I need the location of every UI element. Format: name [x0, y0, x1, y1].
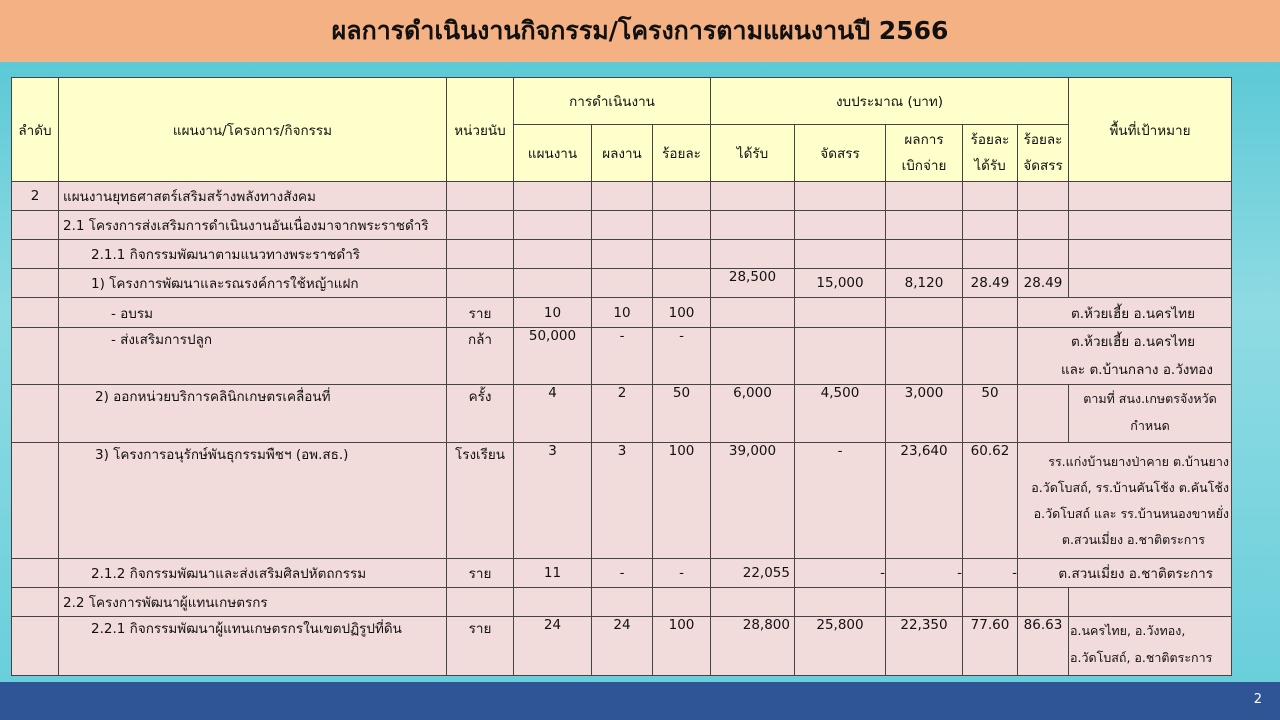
cell-unit: โรงเรียน	[447, 443, 514, 559]
header-area: พื้นที่เป้าหมาย	[1069, 78, 1232, 182]
cell-unit: ราย	[447, 298, 514, 328]
results-table	[11, 77, 1232, 676]
header-budget-disbursed: ผลการ เบิกจ่าย	[886, 125, 963, 182]
table-row	[12, 617, 1232, 676]
cell-allocated: 15,000	[795, 269, 886, 298]
cell-allocated: 4,500	[795, 385, 886, 443]
table-row	[12, 588, 1232, 617]
cell-pct-received: 77.60	[963, 617, 1018, 676]
header-seq: ลำดับ	[12, 78, 59, 182]
cell-received: 28,500	[711, 269, 795, 298]
table-row	[12, 443, 1232, 559]
cell-target: 3	[514, 443, 592, 559]
cell-unit: ครั้ง	[447, 385, 514, 443]
table-row	[12, 328, 1232, 385]
page-number: 2	[1253, 692, 1262, 707]
cell-unit: ราย	[447, 559, 514, 588]
cell-name: 2) ออกหน่วยบริการคลินิกเกษตรเคลื่อนที่	[59, 385, 447, 443]
cell-percent: 100	[653, 443, 711, 559]
cell-unit: กล้า	[447, 328, 514, 385]
slide-title-bar	[0, 0, 1280, 62]
cell-percent: -	[653, 328, 711, 385]
cell-name: 2.1.2 กิจกรรมพัฒนาและส่งเสริมศิลปหัตถกรรม	[59, 559, 447, 588]
header-pct-allocated: ร้อยละ จัดสรร	[1018, 125, 1069, 182]
cell-name: 2.2.1 กิจกรรมพัฒนาผู้แทนเกษตรกรในเขตปฏิรูปที่ดิน	[59, 617, 447, 676]
table-row	[12, 385, 1232, 443]
cell-unit: ราย	[447, 617, 514, 676]
cell-target: 10	[514, 298, 592, 328]
header-op-percent: ร้อยละ	[653, 125, 711, 182]
cell-result: -	[592, 559, 653, 588]
cell-name: - ส่งเสริมการปลูก	[59, 328, 447, 385]
header-op-result: ผลงาน	[592, 125, 653, 182]
table-row	[12, 240, 1232, 269]
cell-result: 24	[592, 617, 653, 676]
cell-area: ต.สวนเมี่ยง อ.ชาติตระการ	[1018, 559, 1232, 588]
cell-area: อ.นครไทย, อ.วังทอง, อ.วัดโบสถ์, อ.ชาติตระการ	[1069, 617, 1232, 676]
cell-area: ตามที่ สนง.เกษตรจังหวัด กำหนด	[1069, 385, 1232, 443]
slide-title: ผลการดำเนินงานกิจกรรม/โครงการตามแผนงานปี 2566	[331, 16, 949, 45]
header-pct-received: ร้อยละ ได้รับ	[963, 125, 1018, 182]
cell-percent: 50	[653, 385, 711, 443]
header-unit: หน่วยนับ	[447, 78, 514, 182]
cell-pct-received: -	[963, 559, 1018, 588]
cell-target: 50,000	[514, 328, 592, 385]
cell-allocated: -	[795, 559, 886, 588]
cell-percent: -	[653, 559, 711, 588]
cell-received: 28,800	[711, 617, 795, 676]
cell-name: 2.2 โครงการพัฒนาผู้แทนเกษตรกร	[59, 588, 447, 617]
cell-pct-received: 60.62	[963, 443, 1018, 559]
cell-name: 2.1.1 กิจกรรมพัฒนาตามแนวทางพระราชดำริ	[59, 240, 447, 269]
header-budget-received: ได้รับ	[711, 125, 795, 182]
cell-disbursed: 3,000	[886, 385, 963, 443]
cell-received: 6,000	[711, 385, 795, 443]
cell-target: 24	[514, 617, 592, 676]
cell-allocated: 25,800	[795, 617, 886, 676]
cell-area: ต.ห้วยเฮี้ย อ.นครไทย	[1018, 298, 1232, 328]
cell-name: 3) โครงการอนุรักษ์พันธุกรรมพืชฯ (อพ.สธ.)	[59, 443, 447, 559]
header-operation: การดำเนินงาน	[514, 78, 711, 125]
cell-disbursed: 22,350	[886, 617, 963, 676]
cell-result: -	[592, 328, 653, 385]
cell-disbursed: 23,640	[886, 443, 963, 559]
cell-disbursed: 8,120	[886, 269, 963, 298]
cell-pct-received: 28.49	[963, 269, 1018, 298]
footer-bar	[0, 682, 1280, 720]
header-budget-allocated: จัดสรร	[795, 125, 886, 182]
cell-pct-allocated: 28.49	[1018, 269, 1069, 298]
cell-area: รร.แก่งบ้านยางป่าคาย ต.บ้านยาง อ.วัดโบสถ์, รร.บ้านคันโช้ง ต.คันโช้ง อ.วัดโบสถ์ และ รร.บ้านหนองขาหยั่ง ต.สวนเมี่ยง อ.ชาติตระการ	[1018, 443, 1232, 559]
table-row	[12, 298, 1232, 328]
cell-allocated: -	[795, 443, 886, 559]
cell-seq: 2	[12, 182, 59, 211]
cell-pct-received: 50	[963, 385, 1018, 443]
cell-received: 22,055	[711, 559, 795, 588]
cell-result: 2	[592, 385, 653, 443]
cell-percent: 100	[653, 298, 711, 328]
table-row	[12, 211, 1232, 240]
cell-target: 11	[514, 559, 592, 588]
header-budget: งบประมาณ (บาท)	[711, 78, 1069, 125]
header-op-target: แผนงาน	[514, 125, 592, 182]
cell-result: 10	[592, 298, 653, 328]
cell-area: ต.ห้วยเฮี้ย อ.นครไทย และ ต.บ้านกลาง อ.วังทอง	[1018, 328, 1232, 385]
cell-result: 3	[592, 443, 653, 559]
cell-name: แผนงานยุทธศาสตร์เสริมสร้างพลังทางสังคม	[59, 182, 447, 211]
cell-percent: 100	[653, 617, 711, 676]
cell-received: 39,000	[711, 443, 795, 559]
cell-name: 2.1 โครงการส่งเสริมการดำเนินงานอันเนื่องมาจากพระราชดำริ	[59, 211, 447, 240]
cell-target: 4	[514, 385, 592, 443]
cell-disbursed: -	[886, 559, 963, 588]
table-row	[12, 269, 1232, 298]
cell-name: 1) โครงการพัฒนาและรณรงค์การใช้หญ้าแฝก	[59, 269, 447, 298]
cell-pct-allocated: 86.63	[1018, 617, 1069, 676]
table-row	[12, 559, 1232, 588]
table-row	[12, 182, 1232, 211]
header-plan: แผนงาน/โครงการ/กิจกรรม	[59, 78, 447, 182]
cell-name: - อบรม	[59, 298, 447, 328]
